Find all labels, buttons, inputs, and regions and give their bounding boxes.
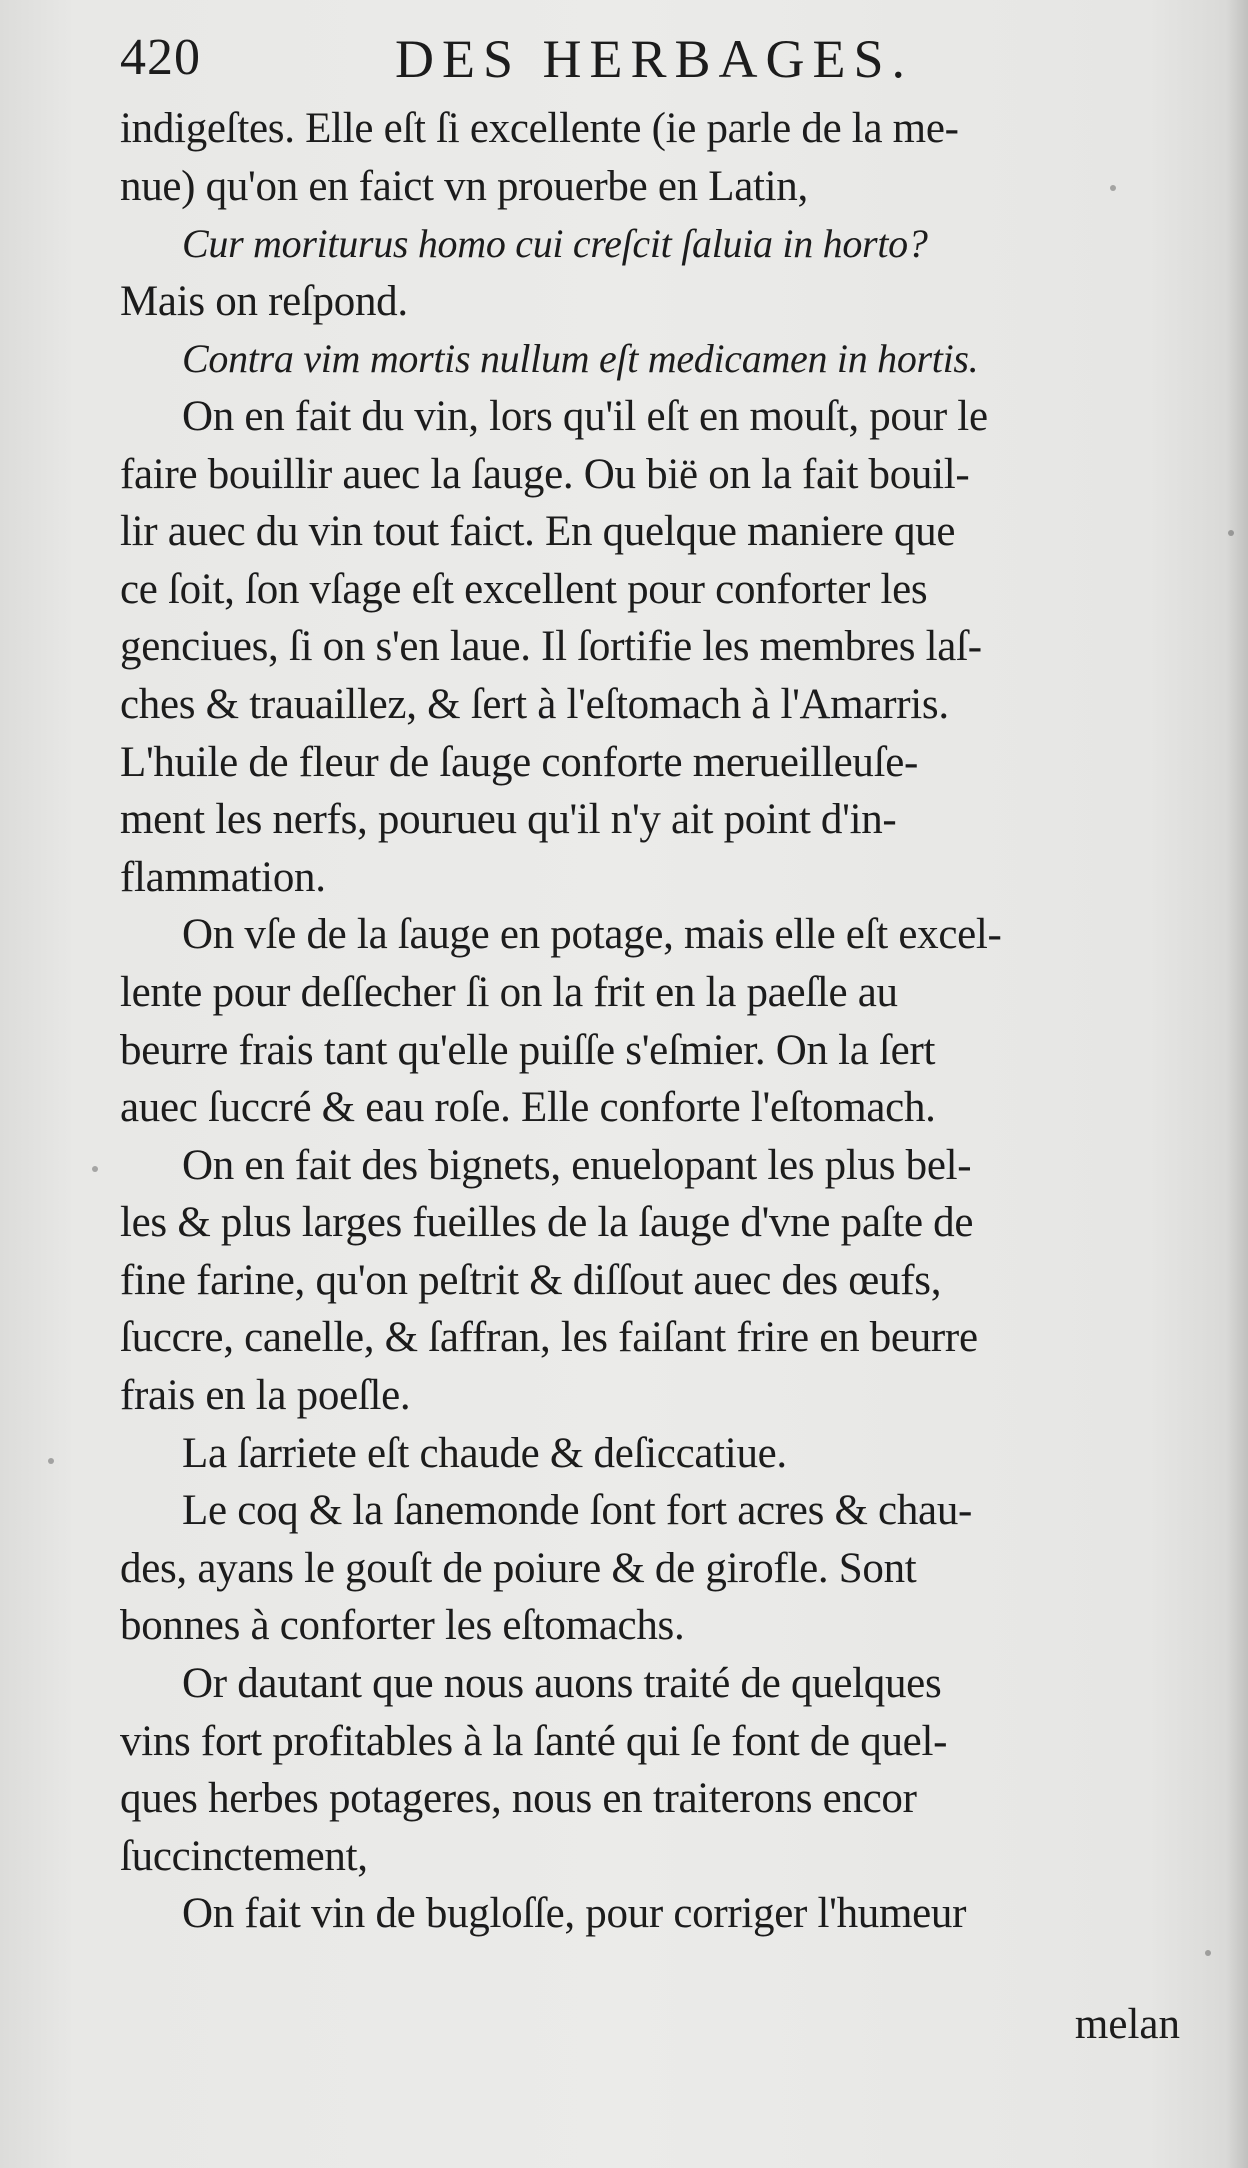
text-line: faire bouillir auec la ſauge. Ou bië on la fait bouil-	[120, 450, 970, 498]
text-line: lir auec du vin tout faict. En quelque maniere que	[120, 508, 956, 556]
text-line: vins fort profitables à la ſanté qui ſe font de quel-	[120, 1717, 948, 1765]
text-line: ches & trauaillez, & ſert à l'eſtomach à l'Amarris.	[120, 680, 949, 728]
ink-speck	[1205, 1950, 1211, 1956]
page-gutter-shadow	[1226, 0, 1248, 2168]
text-line: Contra vim mortis nullum eſt medicamen in hortis.	[182, 336, 979, 382]
text-line: fine farine, qu'on peſtrit & diſſout auec des œufs,	[120, 1256, 942, 1304]
text-line: On vſe de la ſauge en potage, mais elle eſt excel-	[182, 911, 1002, 959]
page-number: 420	[120, 29, 201, 86]
text-line: nue) qu'on en faict vn prouerbe en Latin,	[120, 162, 808, 210]
text-line: bonnes à conforter les eſtomachs.	[120, 1602, 685, 1650]
text-line: genciues, ſi on s'en laue. Il ſortifie les membres laſ-	[120, 623, 982, 671]
text-line: les & plus larges fueilles de la ſauge d'vne paſte de	[120, 1199, 974, 1247]
text-line: ſuccinctement,	[120, 1832, 368, 1880]
text-line: ques herbes potageres, nous en traiterons encor	[120, 1775, 917, 1823]
text-line: Le coq & la ſanemonde ſont fort acres & chau-	[182, 1487, 973, 1535]
text-line: On fait vin de bugloſſe, pour corriger l'humeur	[182, 1890, 967, 1938]
ink-speck	[48, 1458, 54, 1464]
text-line: ce ſoit, ſon vſage eſt excellent pour conforter les	[120, 565, 928, 613]
text-line: La ſarriete eſt chaude & deſiccatiue.	[182, 1429, 787, 1477]
text-line: frais en la poeſle.	[120, 1372, 411, 1420]
text-line: ment les nerfs, pourueu qu'il n'y ait point d'in-	[120, 796, 897, 844]
text-line: auec ſuccré & eau roſe. Elle conforte l'eſtomach.	[120, 1084, 936, 1132]
catchword: melan	[1074, 2001, 1180, 2048]
running-title: DES HERBAGES.	[395, 29, 914, 89]
text-line: L'huile de fleur de ſauge conforte merueilleuſe-	[120, 738, 919, 786]
page-header	[120, 28, 1180, 108]
text-line: Cur moriturus homo cui creſcit ſaluia in horto?	[182, 221, 928, 267]
text-line: Mais on reſpond.	[120, 277, 408, 325]
text-line: ſuccre, canelle, & ſaffran, les faiſant frire en beurre	[120, 1314, 978, 1362]
text-line: On en fait du vin, lors qu'il eſt en mouſt, pour le	[182, 392, 988, 440]
text-line: flammation.	[120, 853, 326, 901]
body-text	[120, 100, 1180, 1943]
ink-speck	[1110, 185, 1116, 191]
text-line: beurre frais tant qu'elle puiſſe s'eſmier. On la ſert	[120, 1026, 936, 1074]
ink-speck	[1228, 530, 1234, 536]
text-line: Or dautant que nous auons traité de quelques	[182, 1660, 942, 1708]
text-line: des, ayans le gouſt de poiure & de girofle. Sont	[120, 1544, 917, 1592]
ink-speck	[92, 1166, 98, 1172]
text-line: lente pour deſſecher ſi on la frit en la paeſle au	[120, 968, 898, 1016]
text-line: indigeſtes. Elle eſt ſi excellente (ie parle de la me-	[120, 105, 959, 152]
text-line: On en fait des bignets, enuelopant les plus bel-	[182, 1141, 972, 1189]
